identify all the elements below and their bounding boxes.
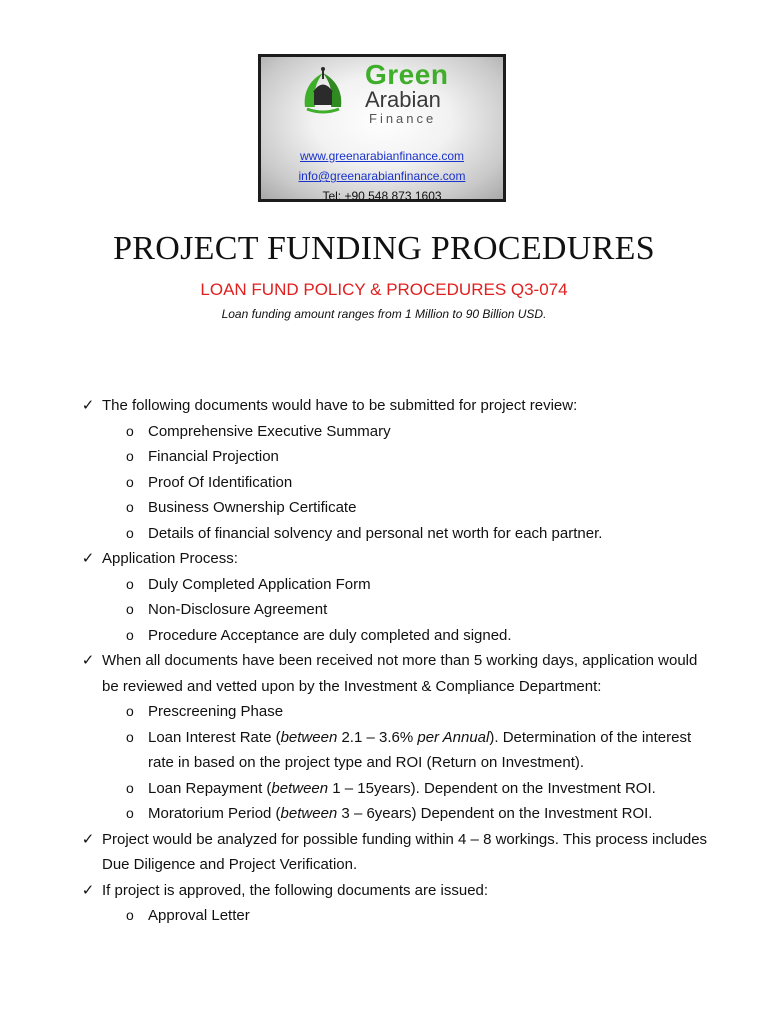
text-segment: 3 – 6years) Dependent on the Investment ROI. (337, 805, 653, 822)
section-text: The following documents would have to be submitted for project review: (102, 397, 578, 414)
checkmark-icon: ✓ (81, 881, 95, 899)
italic-text: between (280, 728, 338, 746)
list-item-text: Procedure Acceptance are duly completed and signed. (148, 626, 512, 644)
list-item-text (148, 725, 698, 776)
list-item-text: Financial Projection (148, 448, 279, 465)
list-item (0, 521, 768, 547)
list-item (0, 776, 768, 802)
checkmark-icon: ✓ (81, 830, 95, 848)
list-item (0, 495, 768, 521)
company-header-box (258, 54, 506, 202)
circle-bullet-icon: o (126, 422, 134, 439)
circle-bullet-icon: o (126, 805, 134, 821)
circle-bullet-icon: o (126, 728, 134, 745)
funding-range-note: Loan funding amount ranges from 1 Million to 90 Billion USD. (221, 307, 547, 321)
section-text: Project would be analyzed for possible funding within 4 – 8 workings. This process includes Due Diligence and Project Verification. (102, 830, 708, 873)
text-segment: Moratorium Period ( (148, 805, 281, 822)
list-item (0, 699, 768, 725)
page-title: PROJECT FUNDING PROCEDURES (113, 230, 655, 267)
list-section (0, 648, 768, 699)
list-item-text: Comprehensive Executive Summary (148, 422, 391, 440)
procedure-list (0, 393, 768, 929)
list-item (0, 419, 768, 445)
section-text: Application Process: (102, 550, 238, 567)
circle-bullet-icon: o (126, 499, 134, 515)
section-text: If project is approved, the following documents are issued: (102, 881, 489, 899)
list-section (0, 878, 768, 904)
italic-text: per Annual (417, 728, 490, 746)
list-section (0, 827, 768, 878)
logo-word-green: Green (365, 59, 449, 90)
text-segment: Loan Interest Rate ( (148, 728, 281, 746)
list-item-text: Duly Completed Application Form (148, 575, 371, 593)
phone-number: Tel: +90 548 873 1603 (322, 189, 442, 203)
italic-text: between (271, 779, 329, 797)
list-item (0, 801, 768, 827)
circle-bullet-icon: o (126, 448, 134, 464)
list-item-text (148, 801, 698, 827)
list-item-text (148, 776, 698, 802)
circle-bullet-icon: o (126, 907, 134, 923)
checkmark-icon: ✓ (81, 397, 95, 414)
list-item-text: Approval Letter (148, 907, 250, 924)
text-segment: 1 – 15years). Dependent on the Investment ROI. (328, 779, 656, 797)
list-item (0, 623, 768, 649)
circle-bullet-icon: o (126, 601, 134, 617)
section-text: When all documents have been received not more than 5 working days, application would be reviewed and vetted upon by the Investment & Compliance Department: (102, 652, 698, 695)
list-item-text: Details of financial solvency and personal net worth for each partner. (148, 524, 603, 542)
circle-bullet-icon: o (126, 524, 134, 541)
list-item (0, 572, 768, 598)
list-item-text: Non-Disclosure Agreement (148, 601, 328, 618)
checkmark-icon: ✓ (81, 652, 95, 669)
circle-bullet-icon: o (126, 575, 134, 592)
logo-word-arabian: Arabian (365, 87, 441, 112)
list-item-text: Prescreening Phase (148, 703, 284, 720)
list-item-text: Business Ownership Certificate (148, 499, 357, 516)
logo-word-finance: Finance (369, 111, 437, 126)
list-item (0, 725, 768, 776)
circle-bullet-icon: o (126, 473, 134, 490)
checkmark-icon: ✓ (81, 550, 95, 567)
email-link[interactable]: info@greenarabianfinance.com (298, 169, 466, 183)
list-section (0, 546, 768, 572)
list-item-text: Proof Of Identification (148, 473, 293, 491)
list-item (0, 444, 768, 470)
list-item (0, 903, 768, 929)
text-segment: ). Determination of the interest rate in based on the project type and ROI (Return on Investment). (148, 728, 692, 771)
circle-bullet-icon: o (126, 779, 134, 796)
list-item (0, 470, 768, 496)
circle-bullet-icon: o (126, 626, 134, 643)
website-link[interactable]: www.greenarabianfinance.com (299, 149, 465, 163)
italic-text: between (280, 805, 338, 822)
circle-bullet-icon: o (126, 703, 134, 719)
text-segment: 2.1 – 3.6% (337, 728, 418, 746)
list-item (0, 597, 768, 623)
text-segment: Loan Repayment ( (148, 779, 272, 797)
list-section (0, 393, 768, 419)
page-subtitle: LOAN FUND POLICY & PROCEDURES Q3-074 (200, 280, 568, 299)
mosque-leaf-logo-icon (301, 63, 345, 115)
